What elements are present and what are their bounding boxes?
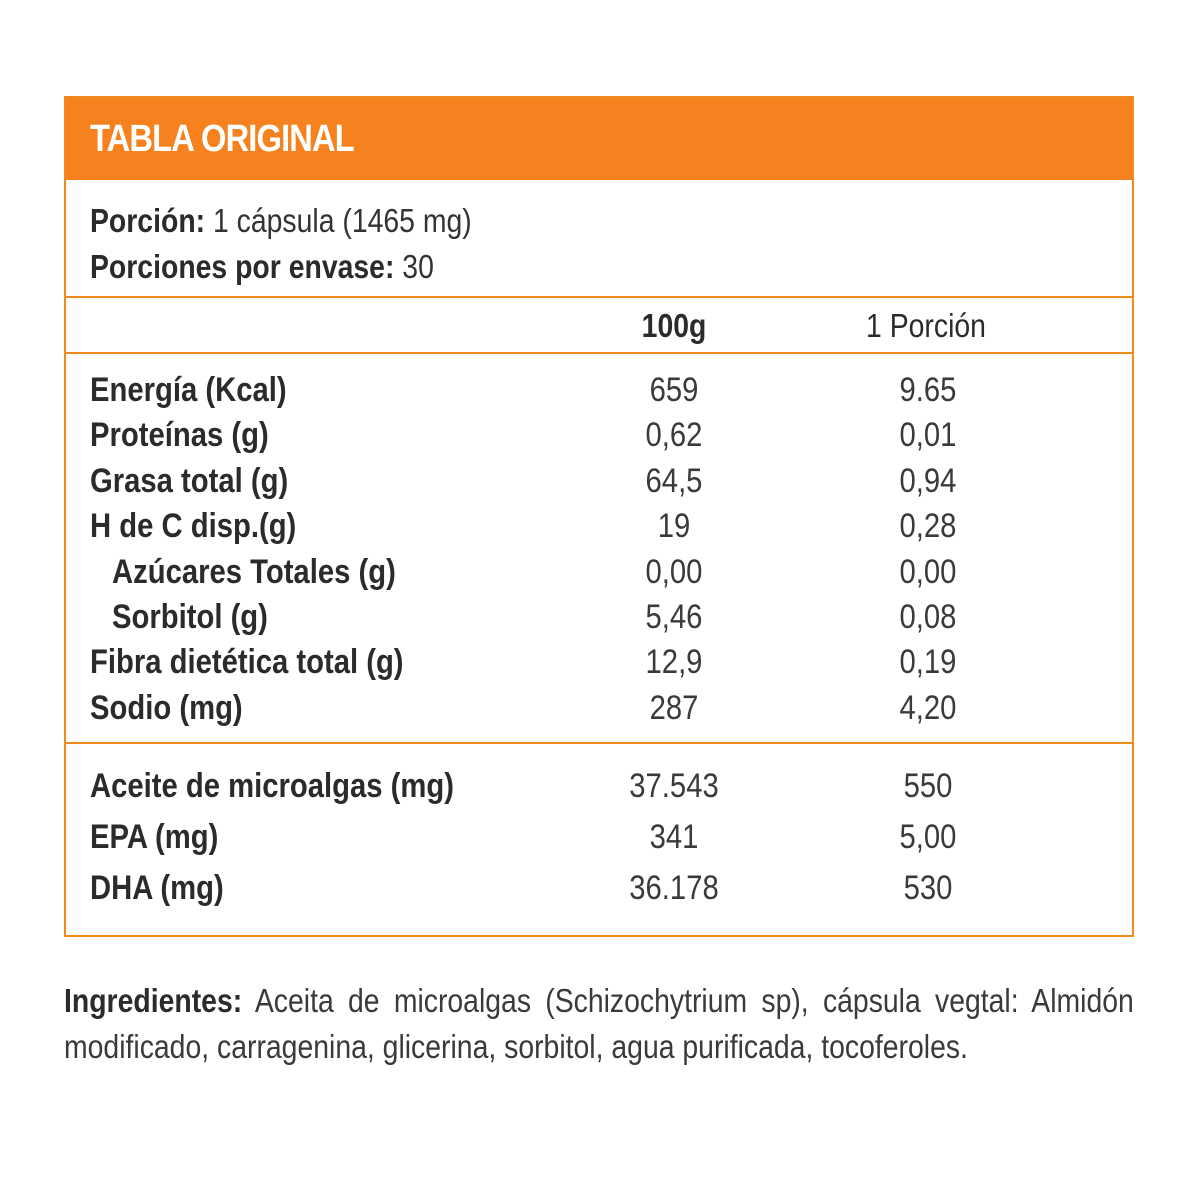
row-value-100g: 64,5 — [645, 461, 703, 500]
ingredients-text: Aceita de microalgas (Schizochytrium sp), cápsula vegtal: Almidón modificado, carragenina, glicerina, sorbitol, agua purificada, tocoferoles. — [64, 982, 1134, 1065]
column-header-portion: 1 Porción — [866, 307, 986, 344]
serving-size-label: Porción: — [90, 202, 206, 239]
row-value-portion: 0,01 — [899, 416, 957, 455]
servings-per-container-label: Porciones por envase: — [90, 248, 395, 285]
nutrient-rows — [66, 354, 1132, 744]
row-value-100g: 5,46 — [645, 597, 703, 636]
table-row — [66, 368, 1132, 413]
table-row — [66, 550, 1132, 595]
ingredients-label: Ingredientes: — [64, 982, 243, 1019]
column-header-100g: 100g — [641, 307, 707, 344]
row-value-portion: 0,08 — [899, 597, 957, 636]
row-label: EPA (mg) — [90, 818, 219, 856]
row-value-portion: 4,20 — [899, 688, 957, 727]
row-value-portion: 0,94 — [899, 461, 957, 500]
row-value-100g: 12,9 — [645, 643, 703, 682]
row-label: H de C disp.(g) — [90, 507, 297, 546]
row-value-100g: 0,00 — [645, 552, 703, 591]
table-row — [66, 815, 1132, 866]
nutrition-table — [64, 96, 1134, 937]
row-label: Sodio (mg) — [90, 688, 243, 727]
table-row — [66, 686, 1132, 731]
row-value-portion: 0,19 — [899, 643, 957, 682]
table-row — [66, 595, 1132, 640]
row-value-100g: 36.178 — [629, 869, 719, 907]
servings-per-container-value: 30 — [402, 248, 434, 285]
row-value-100g: 37.543 — [629, 767, 719, 805]
row-label: Proteínas (g) — [90, 416, 269, 455]
row-label: Grasa total (g) — [90, 461, 289, 500]
portion-info — [66, 180, 1132, 298]
table-row — [66, 504, 1132, 549]
row-value-portion: 550 — [903, 767, 953, 805]
servings-per-container-line — [90, 244, 965, 290]
row-value-portion: 5,00 — [899, 818, 957, 856]
table-row — [66, 459, 1132, 504]
serving-size-line — [90, 198, 965, 244]
row-label: Fibra dietética total (g) — [90, 643, 404, 682]
row-label: Energía (Kcal) — [90, 371, 287, 409]
table-header-bar — [66, 98, 1132, 180]
ingredients-paragraph — [64, 978, 1134, 1070]
column-header-row — [66, 298, 1132, 354]
table-row — [66, 764, 1132, 815]
row-label: Azúcares Totales (g) — [112, 552, 396, 591]
table-row — [66, 640, 1132, 685]
row-value-100g: 0,62 — [645, 416, 703, 455]
serving-size-value: 1 cápsula (1465 mg) — [212, 202, 472, 239]
row-value-portion: 0,00 — [899, 552, 957, 591]
row-label: DHA (mg) — [90, 869, 224, 907]
row-value-100g: 659 — [649, 371, 699, 409]
row-value-portion: 0,28 — [899, 507, 957, 546]
table-title: TABLA ORIGINAL — [90, 117, 354, 160]
row-value-100g: 341 — [649, 818, 699, 856]
table-row — [66, 413, 1132, 458]
oil-rows — [66, 744, 1132, 917]
row-label: Aceite de microalgas (mg) — [90, 767, 454, 805]
table-row — [66, 866, 1132, 917]
row-value-100g: 19 — [657, 507, 691, 546]
row-value-100g: 287 — [649, 688, 699, 727]
row-value-portion: 9.65 — [899, 371, 957, 409]
row-value-portion: 530 — [903, 869, 953, 907]
row-label: Sorbitol (g) — [112, 597, 268, 636]
